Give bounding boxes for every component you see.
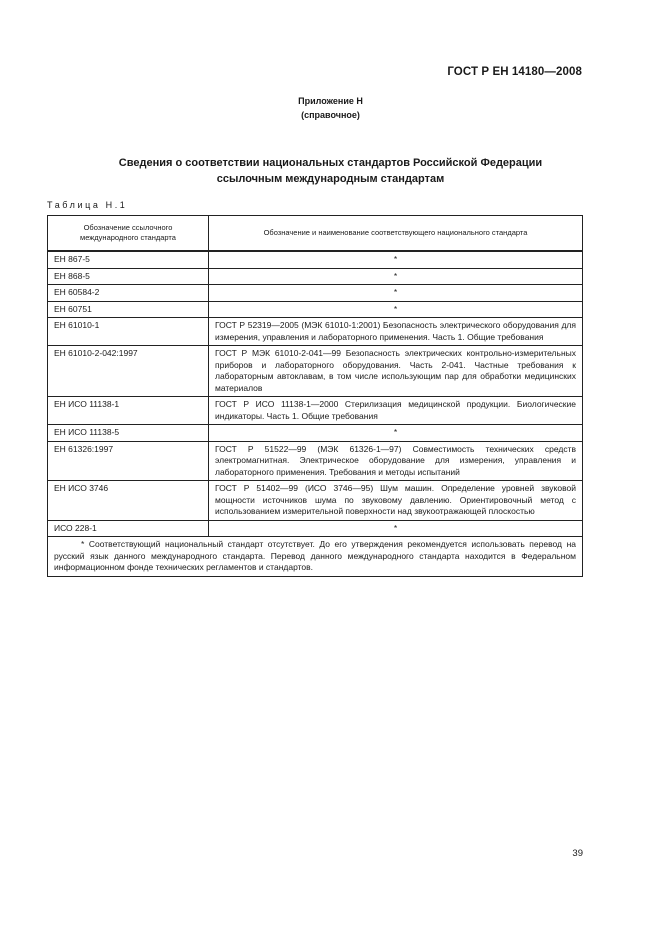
national-cell: ГОСТ Р 52319—2005 (МЭК 61010-1:2001) Безопасность электрического оборудования для измерения, управления и лабораторного применения. Часть 1. Общие требования [209, 318, 583, 346]
page-number: 39 [572, 848, 583, 859]
reference-cell: ЕН 60584-2 [48, 285, 209, 302]
reference-cell: ЕН ИСО 3746 [48, 481, 209, 521]
table-row [48, 425, 583, 442]
reference-cell: ЕН 60751 [48, 301, 209, 318]
national-cell: * [209, 301, 583, 318]
national-cell: ГОСТ Р 51402—99 (ИСО 3746—95) Шум машин. Определение уровней звуковой мощности источников шума по звуковому давлению. Ориентировочный метод с использованием измерительной поверхности над звукоотражающей плоскостью [209, 481, 583, 521]
table-row [48, 285, 583, 302]
national-cell: * [209, 285, 583, 302]
reference-cell: ЕН 61010-1 [48, 318, 209, 346]
appendix-block [0, 94, 661, 122]
heading-line-2: ссылочным международным стандартам [216, 173, 445, 185]
national-cell: ГОСТ Р 51522—99 (МЭК 61326-1—97) Совместимость технических средств электромагнитная. Электрическое оборудование для измерения, управления и лабораторного применения. Требования и методы испытаний [209, 441, 583, 481]
reference-cell: ЕН ИСО 11138-5 [48, 425, 209, 442]
document-code: ГОСТ Р ЕН 14180—2008 [447, 66, 582, 78]
reference-cell: ЕН 61326:1997 [48, 441, 209, 481]
national-cell: ГОСТ Р МЭК 61010-2-041—99 Безопасность электрических контрольно-измерительных приборов и лабораторного оборудования. Часть 2-041. Частные требования к лабораторным автоклавам, в том числе использующим пар для обработки медицинских материалов [209, 346, 583, 397]
table-row [48, 301, 583, 318]
table-row [48, 268, 583, 285]
appendix-type: (справочное) [301, 110, 360, 120]
table-caption: Таблица Н.1 [47, 200, 128, 210]
section-heading [0, 155, 661, 187]
table-row [48, 441, 583, 481]
table-footnote-row [48, 537, 583, 577]
correspondence-table [47, 215, 583, 577]
table-row [48, 251, 583, 268]
national-cell: * [209, 425, 583, 442]
header-national-standard: Обозначение и наименование соответствующего национального стандарта [209, 216, 583, 252]
heading-line-1: Сведения о соответствии национальных стандартов Российской Федерации [118, 157, 543, 169]
table-header-row [48, 216, 583, 252]
table-row [48, 346, 583, 397]
table-row [48, 397, 583, 425]
reference-cell: ЕН 867-5 [48, 251, 209, 268]
reference-cell: ЕН 868-5 [48, 268, 209, 285]
reference-cell: ЕН ИСО 11138-1 [48, 397, 209, 425]
table-footnote: * Соответствующий национальный стандарт отсутствует. До его утверждения рекомендуется использовать перевод на русский язык данного международного стандарта. Перевод данного международного стандарта находится в Федеральном информационном фонде технических регламентов и стандартов. [48, 537, 583, 577]
national-cell: * [209, 251, 583, 268]
national-cell: * [209, 268, 583, 285]
table-row [48, 520, 583, 537]
national-cell: * [209, 520, 583, 537]
table-row [48, 481, 583, 521]
appendix-title: Приложение Н [298, 96, 363, 106]
table-row [48, 318, 583, 346]
header-reference-standard: Обозначение ссылочного международного стандарта [48, 216, 209, 252]
reference-cell: ИСО 228-1 [48, 520, 209, 537]
reference-cell: ЕН 61010-2-042:1997 [48, 346, 209, 397]
national-cell: ГОСТ Р ИСО 11138-1—2000 Стерилизация медицинской продукции. Биологические индикаторы. Часть 1. Общие требования [209, 397, 583, 425]
